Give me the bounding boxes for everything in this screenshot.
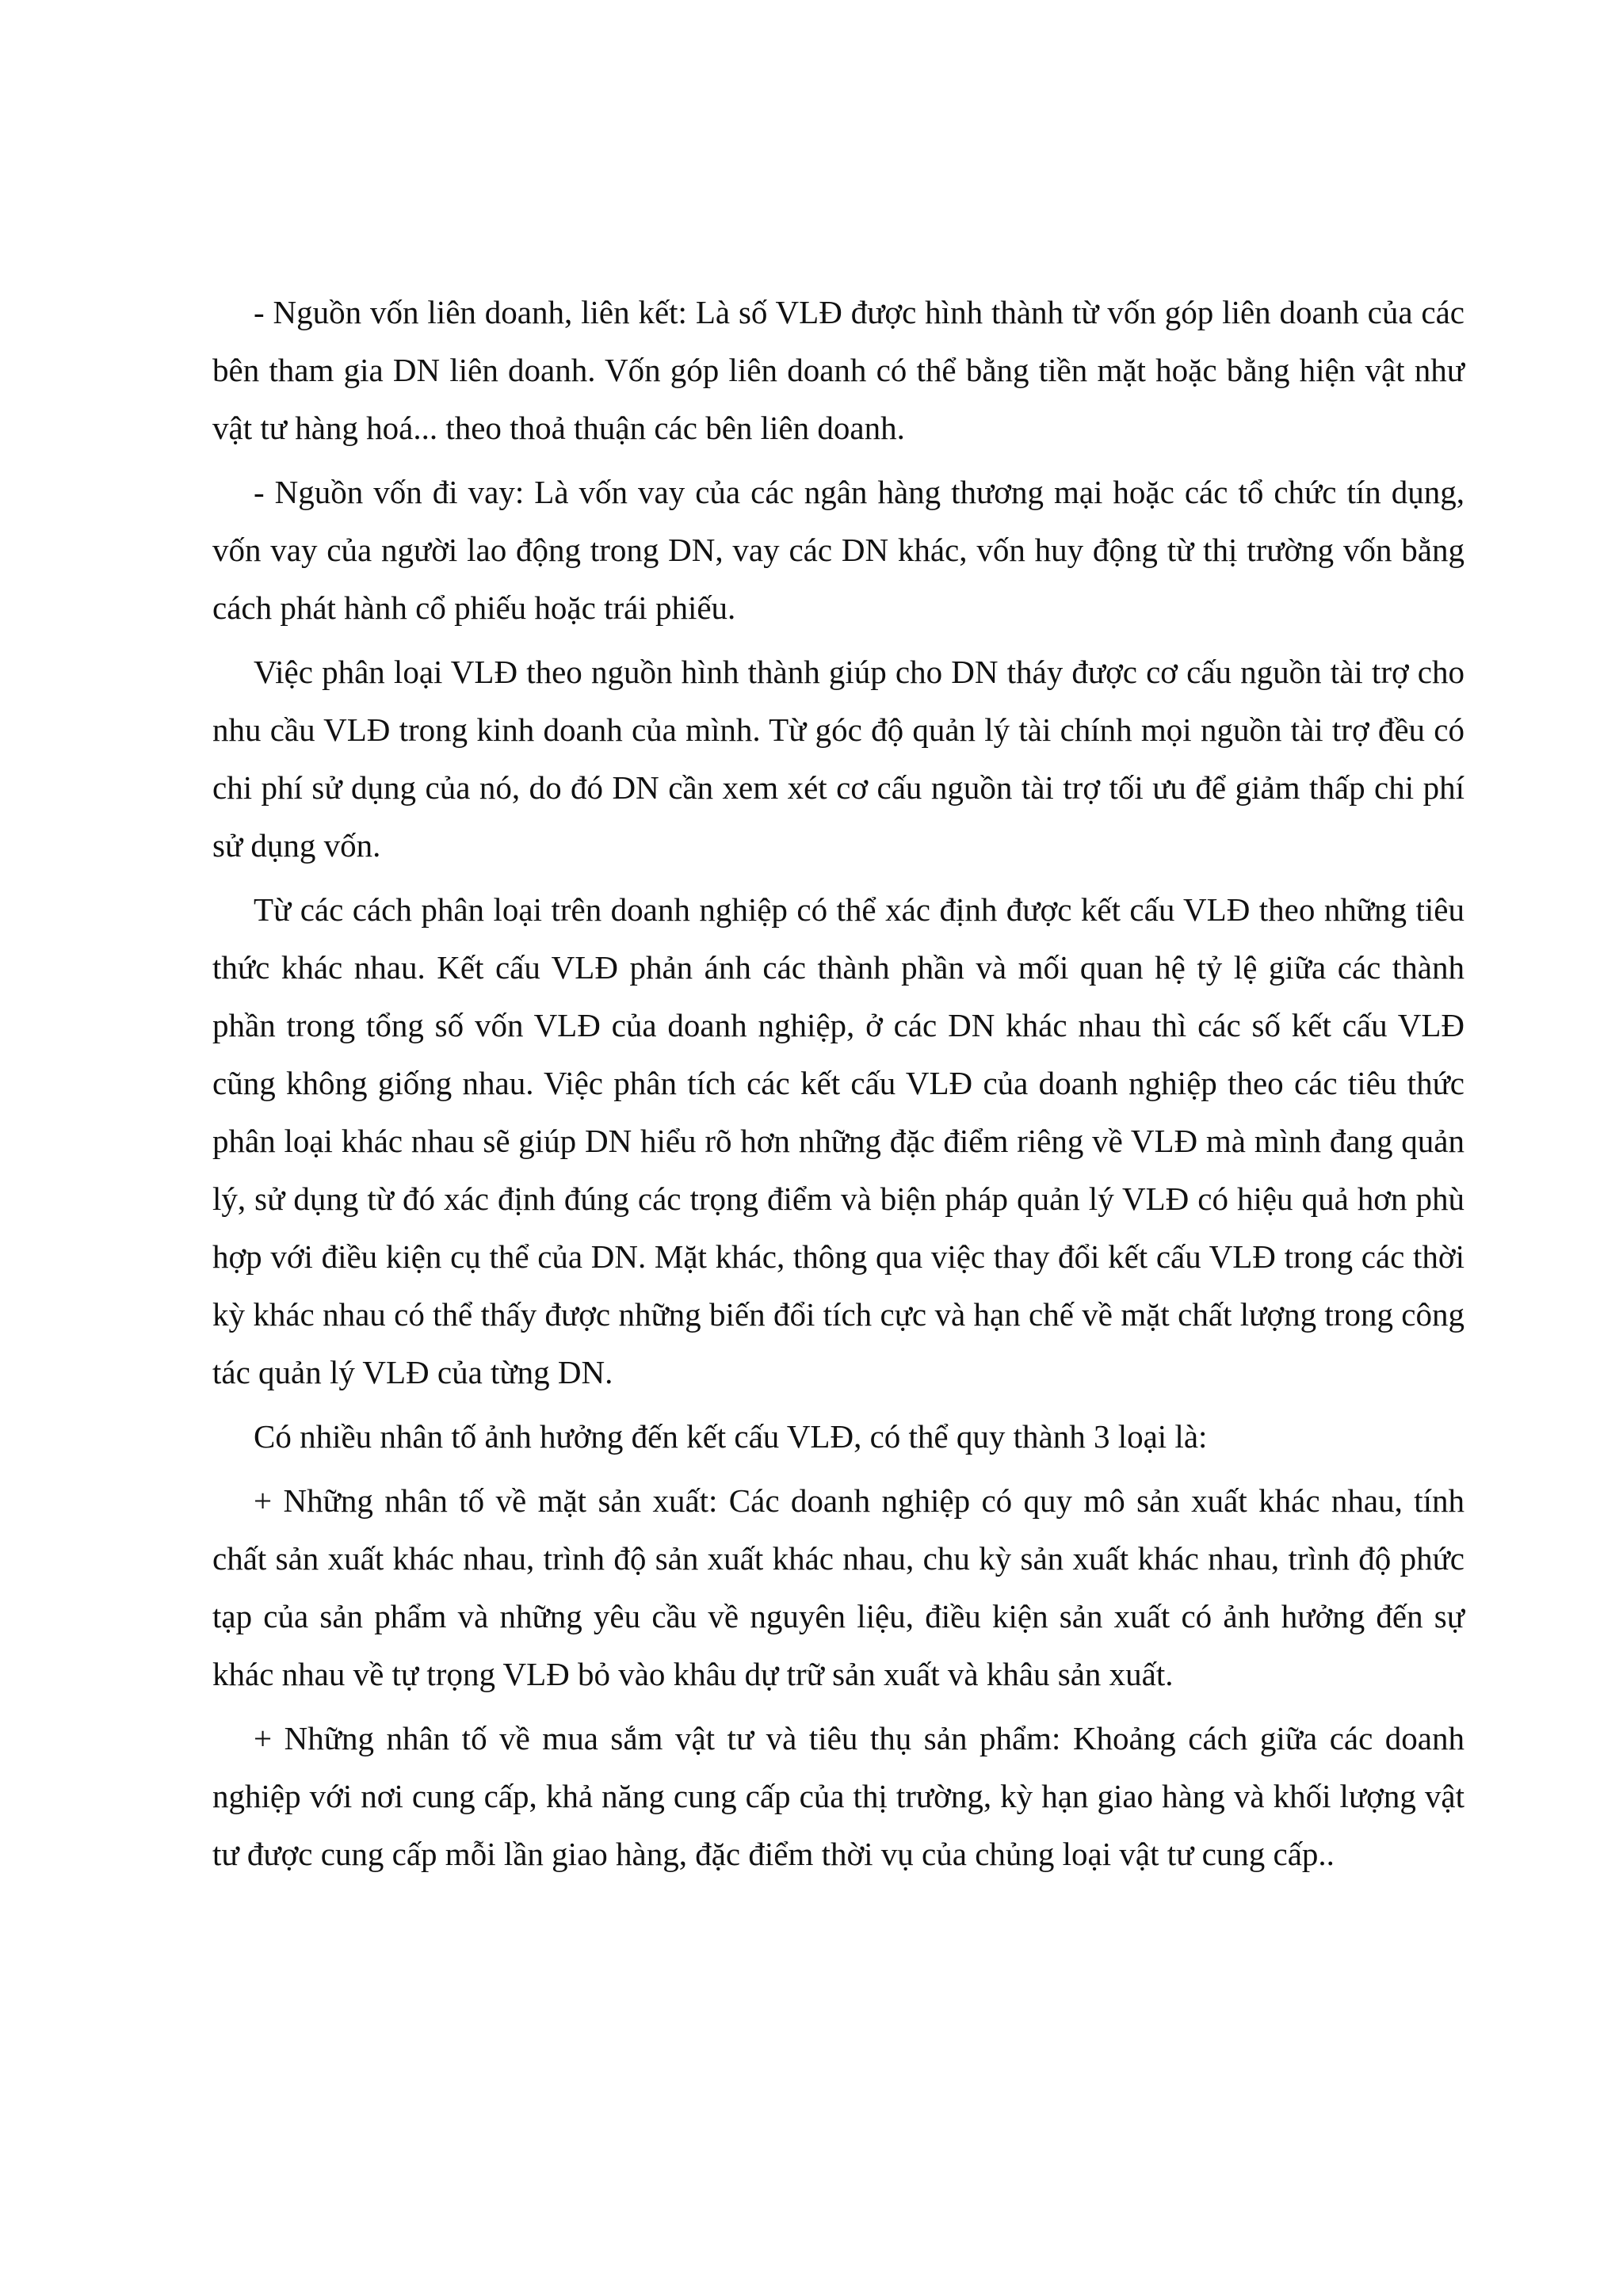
paragraph-working-capital-structure: Từ các cách phân loại trên doanh nghiệp có thể xác định được kết cấu VLĐ theo những tiêu thức khác nhau. Kết cấu VLĐ phản ánh các thành phần và mối quan hệ tỷ lệ giữa các thành phần trong tổng số vốn VLĐ của doanh nghiệp, ở các DN khác nhau thì các số kết cấu VLĐ cũng không giống nhau. Việc phân tích các kết cấu VLĐ của doanh nghiệp theo các tiêu thức phân loại khác nhau sẽ giúp DN hiểu rõ hơn những đặc điểm riêng về VLĐ mà mình đang quản lý, sử dụng từ đó xác định đúng các trọng điểm và biện pháp quản lý VLĐ có hiệu quả hơn phù hợp với điều kiện cụ thể của DN. Mặt khác, thông qua việc thay đổi kết cấu VLĐ trong các thời kỳ khác nhau có thể thấy được những biến đổi tích cực và hạn chế về mặt chất lượng trong công tác quản lý VLĐ của từng DN. xyxy=(212,891,1465,1390)
paragraph-influencing-factors-intro: Có nhiều nhân tố ảnh hưởng đến kết cấu VLĐ, có thể quy thành 3 loại là: xyxy=(254,1418,1208,1455)
paragraph-classification-by-source: Việc phân loại VLĐ theo nguồn hình thành giúp cho DN tháy được cơ cấu nguồn tài trợ cho nhu cầu VLĐ trong kinh doanh của mình. Từ góc độ quản lý tài chính mọi nguồn tài trợ đều có chi phí sử dụng của nó, do đó DN cần xem xét cơ cấu nguồn tài trợ tối ưu để giảm thấp chi phí sử dụng vốn. xyxy=(212,654,1465,864)
paragraph-procurement-factors: + Những nhân tố về mua sắm vật tư và tiêu thụ sản phẩm: Khoảng cách giữa các doanh nghiệp với nơi cung cấp, khả năng cung cấp của thị trường, kỳ hạn giao hàng và khối lượng vật tư được cung cấp mỗi lần giao hàng, đặc điểm thời vụ của chủng loại vật tư cung cấp.. xyxy=(212,1720,1465,1872)
paragraph-production-factors: + Những nhân tố về mặt sản xuất: Các doanh nghiệp có quy mô sản xuất khác nhau, tính chất sản xuất khác nhau, trình độ sản xuất khác nhau, chu kỳ sản xuất khác nhau, trình độ phức tạp của sản phẩm và những yêu cầu về nguyên liệu, điều kiện sản xuất có ảnh hưởng đến sự khác nhau về tự trọng VLĐ bỏ vào khâu dự trữ sản xuất và khâu sản xuất. xyxy=(212,1482,1465,1692)
document-body xyxy=(212,284,1465,1890)
paragraph-joint-venture-capital: - Nguồn vốn liên doanh, liên kết: Là số VLĐ được hình thành từ vốn góp liên doanh của các bên tham gia DN liên doanh. Vốn góp liên doanh có thể bằng tiền mặt hoặc bằng hiện vật như vật tư hàng hoá... theo thoả thuận các bên liên doanh. xyxy=(212,294,1465,446)
paragraph-borrowed-capital: - Nguồn vốn đi vay: Là vốn vay của các ngân hàng thương mại hoặc các tổ chức tín dụng, vốn vay của người lao động trong DN, vay các DN khác, vốn huy động từ thị trường vốn bằng cách phát hành cổ phiếu hoặc trái phiếu. xyxy=(212,474,1465,626)
